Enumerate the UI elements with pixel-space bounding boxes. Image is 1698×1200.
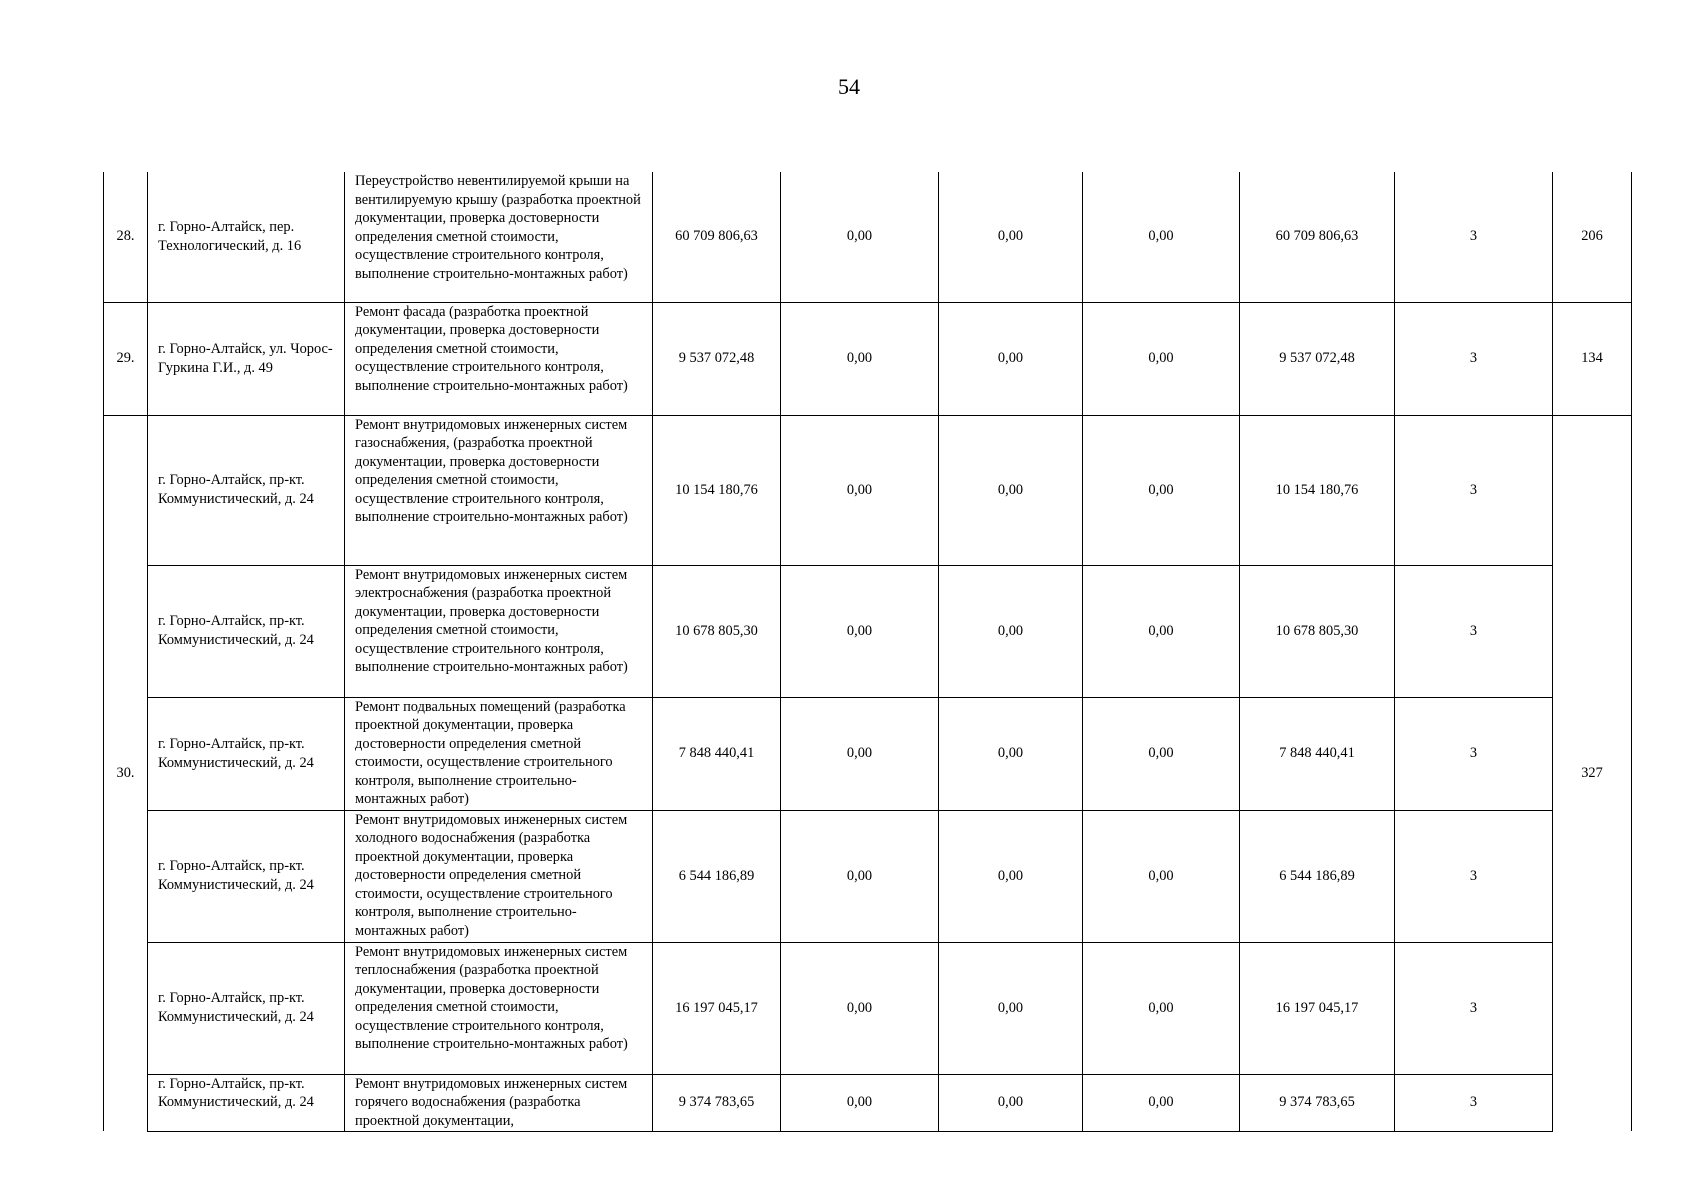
value-cell: 0,00: [1083, 415, 1240, 565]
value-cell: 0,00: [781, 1074, 939, 1131]
address-cell: г. Горно-Алтайск, ул. Чорос-Гуркина Г.И., д. 49: [148, 302, 345, 415]
total-cost-cell: 9 537 072,48: [653, 302, 781, 415]
value-cell: 0,00: [939, 565, 1083, 697]
value-cell: 0,00: [781, 565, 939, 697]
address-cell: г. Горно-Алтайск, пр-кт. Коммунистический, д. 24: [148, 1074, 345, 1131]
value-cell: 7 848 440,41: [1240, 697, 1395, 810]
value-cell: 3: [1395, 302, 1553, 415]
value-cell: 0,00: [1083, 172, 1240, 302]
value-cell: 0,00: [939, 415, 1083, 565]
work-description-cell: Ремонт внутридомовых инженерных систем электроснабжения (разработка проектной документации, проверка достоверности определения сметной стоимости, осуществление строительного контроля, выполнение строительно-монтажных работ): [345, 565, 653, 697]
value-cell: 3: [1395, 810, 1553, 942]
value-cell: 60 709 806,63: [1240, 172, 1395, 302]
value-cell: 3: [1395, 697, 1553, 810]
value-cell: 0,00: [1083, 810, 1240, 942]
table-row-30-2: [104, 565, 1632, 697]
value-cell: 0,00: [1083, 565, 1240, 697]
row-number: 29.: [104, 302, 148, 415]
value-cell: 0,00: [1083, 697, 1240, 810]
value-cell: 6 544 186,89: [1240, 810, 1395, 942]
value-cell: 0,00: [781, 302, 939, 415]
value-cell: 0,00: [781, 697, 939, 810]
value-cell: 0,00: [781, 942, 939, 1074]
total-cost-cell: 60 709 806,63: [653, 172, 781, 302]
value-cell: 0,00: [939, 1074, 1083, 1131]
value-cell: 0,00: [781, 415, 939, 565]
total-cost-cell: 7 848 440,41: [653, 697, 781, 810]
value-cell: 0,00: [939, 942, 1083, 1074]
work-description-cell: Ремонт подвальных помещений (разработка проектной документации, проверка достоверности определения сметной стоимости, осуществление строительного контроля, выполнение строительно-монтажных работ): [345, 697, 653, 810]
value-cell: 3: [1395, 1074, 1553, 1131]
row-number: 30.: [104, 415, 148, 1131]
value-cell: 0,00: [1083, 942, 1240, 1074]
value-cell: 9 537 072,48: [1240, 302, 1395, 415]
value-cell: 16 197 045,17: [1240, 942, 1395, 1074]
table-row-30-3: [104, 697, 1632, 810]
row-number: 28.: [104, 172, 148, 302]
value-cell: 3: [1395, 942, 1553, 1074]
address-cell: г. Горно-Алтайск, пер. Технологический, д. 16: [148, 172, 345, 302]
value-cell: 9 374 783,65: [1240, 1074, 1395, 1131]
value-cell: 3: [1395, 172, 1553, 302]
table-row-29: [104, 302, 1632, 415]
value-cell: 0,00: [781, 810, 939, 942]
address-cell: г. Горно-Алтайск, пр-кт. Коммунистический, д. 24: [148, 697, 345, 810]
address-cell: г. Горно-Алтайск, пр-кт. Коммунистический, д. 24: [148, 942, 345, 1074]
address-cell: г. Горно-Алтайск, пр-кт. Коммунистический, д. 24: [148, 415, 345, 565]
work-description-cell: Ремонт внутридомовых инженерных систем холодного водоснабжения (разработка проектной документации, проверка достоверности определения сметной стоимости, осуществление строительного контроля, выполнение строительно-монтажных работ): [345, 810, 653, 942]
value-cell: 0,00: [939, 172, 1083, 302]
work-description-cell: Ремонт внутридомовых инженерных систем теплоснабжения (разработка проектной документации, проверка достоверности определения сметной стоимости, осуществление строительного контроля, выполнение строительно-монтажных работ): [345, 942, 653, 1074]
work-description-cell: Ремонт внутридомовых инженерных систем газоснабжения, (разработка проектной документации, проверка достоверности определения сметной стоимости, осуществление строительного контроля, выполнение строительно-монтажных работ): [345, 415, 653, 565]
table-row-30-5: [104, 942, 1632, 1074]
value-cell: 0,00: [1083, 302, 1240, 415]
value-cell: 0,00: [781, 172, 939, 302]
value-cell: 3: [1395, 415, 1553, 565]
table-row-28: [104, 172, 1632, 302]
table-row-30-6: [104, 1074, 1632, 1131]
total-cost-cell: 10 154 180,76: [653, 415, 781, 565]
value-cell: 0,00: [939, 810, 1083, 942]
value-cell: 10 678 805,30: [1240, 565, 1395, 697]
value-cell: 3: [1395, 565, 1553, 697]
table-row-30-4: [104, 810, 1632, 942]
value-cell: 327: [1553, 415, 1632, 1131]
table-row-30-1: [104, 415, 1632, 565]
address-cell: г. Горно-Алтайск, пр-кт. Коммунистический, д. 24: [148, 565, 345, 697]
value-cell: 0,00: [1083, 1074, 1240, 1131]
work-description-cell: Переустройство невентилируемой крыши на вентилируемую крышу (разработка проектной документации, проверка достоверности определения сметной стоимости, осуществление строительного контроля, выполнение строительно-монтажных работ): [345, 172, 653, 302]
value-cell: 206: [1553, 172, 1632, 302]
total-cost-cell: 9 374 783,65: [653, 1074, 781, 1131]
total-cost-cell: 6 544 186,89: [653, 810, 781, 942]
works-table: [103, 172, 1632, 1132]
value-cell: 10 154 180,76: [1240, 415, 1395, 565]
work-description-cell: Ремонт внутридомовых инженерных систем горячего водоснабжения (разработка проектной документации,: [345, 1074, 653, 1131]
total-cost-cell: 10 678 805,30: [653, 565, 781, 697]
value-cell: 0,00: [939, 697, 1083, 810]
value-cell: 0,00: [939, 302, 1083, 415]
value-cell: 134: [1553, 302, 1632, 415]
address-cell: г. Горно-Алтайск, пр-кт. Коммунистический, д. 24: [148, 810, 345, 942]
page-number: 54: [838, 74, 860, 99]
total-cost-cell: 16 197 045,17: [653, 942, 781, 1074]
work-description-cell: Ремонт фасада (разработка проектной документации, проверка достоверности определения сметной стоимости, осуществление строительного контроля, выполнение строительно-монтажных работ): [345, 302, 653, 415]
